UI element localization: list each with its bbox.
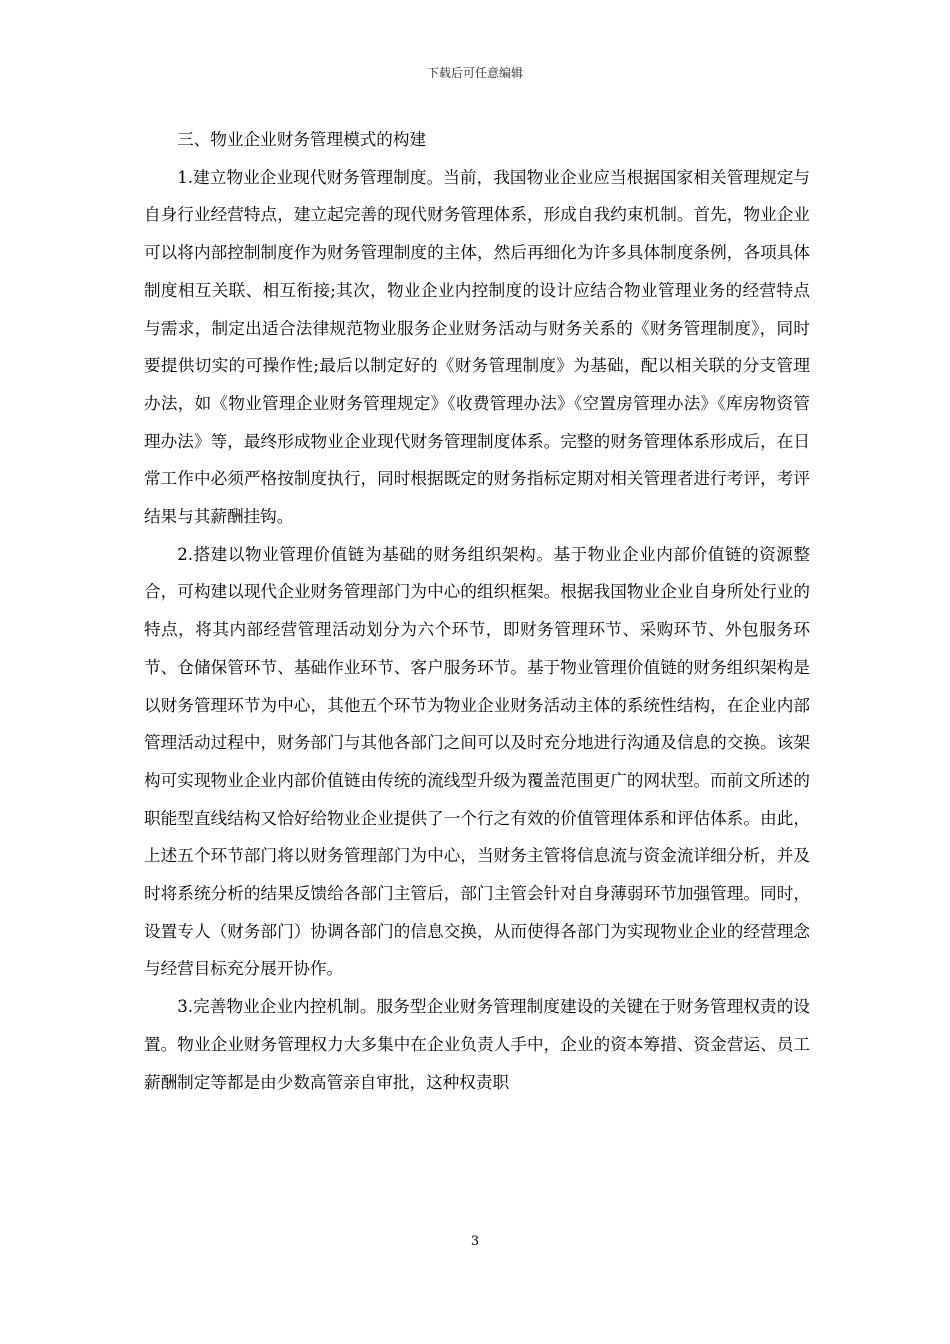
paragraph-3: 3.完善物业企业内控机制。服务型企业财务管理制度建设的关键在于财务管理权责的设置。物业企业财务管理权力大多集中在企业负责人手中，企业的资本筹措、资金营运、员工薪酬制定等都是由少数高管亲自审批，这种权责职 (144, 997, 810, 1092)
page-header: 下载后可任意编辑 (426, 66, 523, 80)
section-heading: 三、物业企业财务管理模式的构建 (177, 130, 427, 149)
document-body (144, 121, 810, 1101)
paragraph-2: 2.搭建以物业管理价值链为基础的财务组织架构。基于物业企业内部价值链的资源整合，可构建以现代企业财务管理部门为中心的组织框架。根据我国物业企业自身所处行业的特点，将其内部经营管理活动划分为六个环节，即财务管理环节、采购环节、外包服务环节、仓储保管环节、基础作业环节、客户服务环节。基于物业管理价值链的财务组织架构是以财务管理环节为中心，其他五个环节为物业企业财务活动主体的系统性结构，在企业内部管理活动过程中，财务部门与其他各部门之间可以及时充分地进行沟通及信息的交换。该架构可实现物业企业内部价值链由传统的流线型升级为覆盖范围更广的网状型。而前文所述的职能型直线结构又恰好给物业企业提供了一个行之有效的价值管理体系和评估体系。由此，上述五个环节部门将以财务管理部门为中心，当财务主管将信息流与资金流详细分析，并及时将系统分析的结果反馈给各部门主管后，部门主管会针对自身薄弱环节加强管理。同时，设置专人（财务部门）协调各部门的信息交换，从而使得各部门为实现物业企业的经营理念与经营目标充分展开协作。 (144, 544, 810, 979)
page-number: 3 (470, 1234, 480, 1249)
paragraph-1: 1.建立物业企业现代财务管理制度。当前，我国物业企业应当根据国家相关管理规定与自身行业经营特点，建立起完善的现代财务管理体系，形成自我约束机制。首先，物业企业可以将内部控制制度作为财务管理制度的主体，然后再细化为许多具体制度条例，各项具体制度相互关联、相互衔接;其次，物业企业内控制度的设计应结合物业管理业务的经营特点与需求，制定出适合法律规范物业服务企业财务活动与财务关系的《财务管理制度》，同时要提供切实的可操作性;最后以制定好的《财务管理制度》为基础，配以相关联的分支管理办法，如《物业管理企业财务管理规定》《收费管理办法》《空置房管理办法》《库房物资管理办法》等，最终形成物业企业现代财务管理制度体系。完整的财务管理体系形成后，在日常工作中必须严格按制度执行，同时根据既定的财务指标定期对相关管理者进行考评，考评结果与其薪酬挂钩。 (144, 167, 810, 527)
